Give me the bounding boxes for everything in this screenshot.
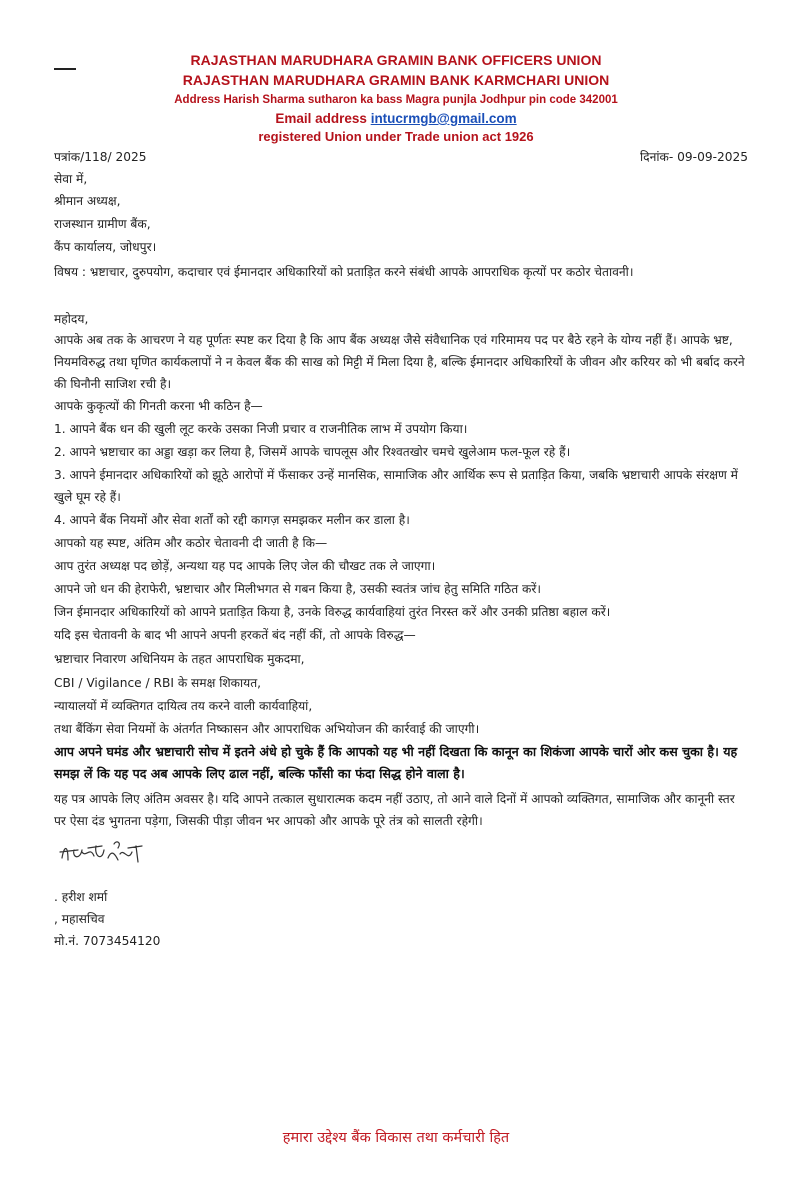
signatory-name: . हरीश शर्मा (54, 890, 108, 904)
union-name-officers: RAJASTHAN MARUDHARA GRAMIN BANK OFFICERS UNION (190, 52, 602, 68)
union-name-karmchari: RAJASTHAN MARUDHARA GRAMIN BANK KARMCHARI UNION (182, 72, 610, 88)
list-item: 3. आपने ईमानदार अधिकारियों को झूठे आरोपों में फँसाकर उन्हें मानसिक, सामाजिक और आर्थिक रूप से प्रताड़ित किया, जबकि भ्रष्टाचारी आपके संरक्षण में खुले घूम रहे हैं। (54, 468, 738, 504)
email-label: Email address (275, 111, 367, 126)
email-line (0, 111, 792, 126)
list-item: 2. आपने भ्रष्टाचार का अड्डा खड़ा कर लिया है, जिसमें आपके चापलूस और रिश्वतखोर चमचे खुलेआम फल-फूल रहे हैं। (54, 445, 571, 459)
recipient-line: राजस्थान ग्रामीण बैंक, (54, 217, 151, 231)
bold-warning-paragraph: आप अपने घमंड और भ्रष्टाचारी सोच में इतने अंधे हो चुके हैं कि आपको यह भी नहीं दिखता कि कानून का शिकंजा आपके चारों ओर कस चुका है। यह समझ लें कि यह पद अब आपके लिए ढाल नहीं, बल्कि फाँसी का फंदा सिद्ध होने वाला है। (54, 744, 738, 781)
consequence-item: न्यायालयों में व्यक्तिगत दायित्व तय करने वाली कार्यवाहियां, (54, 699, 313, 713)
paragraph-opening: आपके अब तक के आचरण ने यह पूर्णतः स्पष्ट कर दिया है कि आप बैंक अध्यक्ष जैसे संवैधानिक एवं गरिमामय पद पर बैठे रहने के योग्य नहीं हैं। आपके भ्रष्ट, नियमविरुद्ध तथा घृणित कार्यकलापों ने न केवल बैंक की साख को मिट्टी में मिला दिया है, बल्कि ईमानदार अधिकारियों के जीवन और करियर को भी बर्बाद करने की घिनौनी साजिश रची है। (54, 333, 745, 391)
handwritten-signature (58, 836, 150, 870)
registration-line: registered Union under Trade union act 1926 (258, 129, 534, 144)
demand-item: आपने जो धन की हेराफेरी, भ्रष्टाचार और मिलीभगत से गबन किया है, उसकी स्वतंत्र जांच हेतु समिति गठित करें। (54, 582, 541, 596)
consequence-item: तथा बैंकिंग सेवा नियमों के अंतर्गत निष्कासन और आपराधिक अभियोजन की कार्रवाई की जाएगी। (54, 722, 480, 736)
recipient-line: सेवा में, (54, 172, 88, 186)
recipient-line: श्रीमान अध्यक्ष, (54, 194, 121, 208)
list-item: 1. आपने बैंक धन की खुली लूट करके उसका निजी प्रचार व राजनीतिक लाभ में उपयोग किया। (54, 422, 468, 436)
consequence-intro: यदि इस चेतावनी के बाद भी आपने अपनी हरकतें बंद नहीं कीं, तो आपके विरुद्ध— (54, 628, 416, 642)
recipient-line: कैंप कार्यालय, जोधपुर। (54, 240, 157, 254)
subject: विषय : भ्रष्टाचार, दुरुपयोग, कदाचार एवं ईमानदार अधिकारियों को प्रताड़ित करने संबंधी आपके आपराधिक कृत्यों पर कठोर चेतावनी। (54, 265, 634, 279)
union-address: Address Harish Sharma sutharon ka bass Magra punjla Jodhpur pin code 342001 (174, 94, 618, 106)
list-intro: आपके कुकृत्यों की गिनती करना भी कठिन है— (54, 399, 263, 413)
consequence-item: CBI / Vigilance / RBI के समक्ष शिकायत, (54, 676, 262, 690)
salutation: महोदय, (54, 312, 89, 326)
signatory-designation: , महासचिव (54, 912, 105, 926)
signatory-mobile: मो.नं. 7073454120 (54, 934, 161, 948)
footer-motto: हमारा उद्देश्य बैंक विकास तथा कर्मचारी हित (282, 1130, 510, 1146)
demand-item: आप तुरंत अध्यक्ष पद छोड़ें, अन्यथा यह पद आपके लिए जेल की चौखट तक ले जाएगा। (54, 559, 436, 573)
email-link[interactable]: intucrmgb@gmail.com (370, 111, 517, 126)
list-item: 4. आपने बैंक नियमों और सेवा शर्तों को रद्दी कागज़ समझकर मलीन कर डाला है। (54, 513, 410, 527)
reference-number: पत्रांक/118/ 2025 (54, 150, 147, 164)
letter-date: दिनांक- 09-09-2025 (639, 150, 748, 164)
consequence-item: भ्रष्टाचार निवारण अधिनियम के तहत आपराधिक मुकदमा, (54, 652, 305, 666)
closing-paragraph: यह पत्र आपके लिए अंतिम अवसर है। यदि आपने तत्काल सुधारात्मक कदम नहीं उठाए, तो आने वाले दिनों में आपको व्यक्तिगत, सामाजिक और कानूनी स्तर पर ऐसा दंड भुगतना पड़ेगा, जिसकी पीड़ा जीवन भर आपको और आपके पूरे तंत्र को सालती रहेगी। (54, 792, 735, 828)
demand-item: जिन ईमानदार अधिकारियों को आपने प्रताड़ित किया है, उनके विरुद्ध कार्यवाहियां तुरंत निरस्त करें और उनकी प्रतिष्ठा बहाल करें। (54, 605, 611, 619)
warning-intro: आपको यह स्पष्ट, अंतिम और कठोर चेतावनी दी जाती है कि— (54, 536, 328, 550)
top-left-dash (54, 68, 76, 70)
